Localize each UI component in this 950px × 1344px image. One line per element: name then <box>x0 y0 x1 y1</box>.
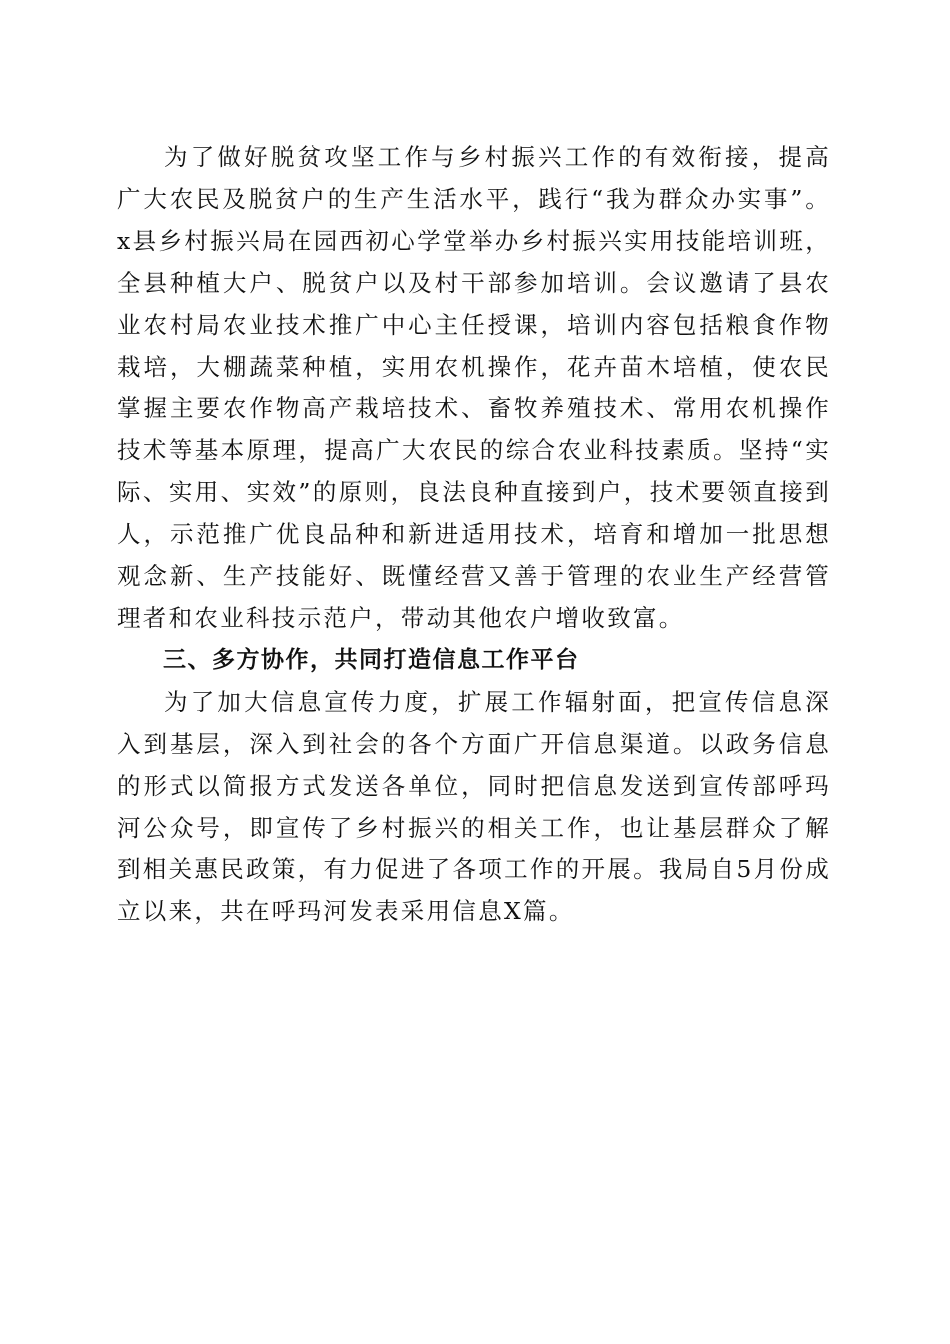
section-heading: 三、多方协作，共同打造信息工作平台 <box>163 646 580 673</box>
document-body <box>117 137 831 933</box>
paragraph-training: 为了做好脱贫攻坚工作与乡村振兴工作的有效衔接，提高广大农民及脱贫户的生产生活水平，践行“我为群众办实事”。x县乡村振兴局在园西初心学堂举办乡村振兴实用技能培训班，全县种植大户、脱贫户以及村干部参加培训。会议邀请了县农业农村局农业技术推广中心主任授课，培训内容包括粮食作物栽培，大棚蔬菜种植，实用农机操作，花卉苗木培植，使农民掌握主要农作物高产栽培技术、畜牧养殖技术、常用农机操作技术等基本原理，提高广大农民的综合农业科技素质。坚持“实际、实用、实效”的原则，良法良种直接到户，技术要领直接到人，示范推广优良品种和新进适用技术，培育和增加一批思想观念新、生产技能好、既懂经营又善于管理的农业生产经营管理者和农业科技示范户，带动其他农户增收致富。 <box>117 143 831 632</box>
paragraph-information: 为了加大信息宣传力度，扩展工作辐射面，把宣传信息深入到基层，深入到社会的各个方面广开信息渠道。以政务信息的形式以简报方式发送各单位，同时把信息发送到宣传部呼玛河公众号，即宣传了乡村振兴的相关工作，也让基层群众了解到相关惠民政策，有力促进了各项工作的开展。我局自5月份成立以来，共在呼玛河发表采用信息X篇。 <box>117 687 831 926</box>
